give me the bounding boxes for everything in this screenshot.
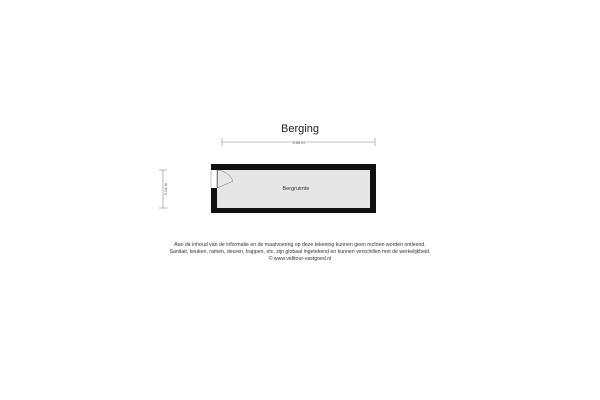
wall-top <box>211 164 376 170</box>
disclaimer-copyright: © www.viditour-vastgoed.nl <box>268 255 332 262</box>
room-label: Bergruimte <box>282 186 310 192</box>
depth-dimension-label: 2.04 m <box>163 182 168 196</box>
storage-room <box>211 164 376 213</box>
disclaimer <box>0 242 600 262</box>
disclaimer-line-1: Aan de inhoud van de informatie en de maatvoering op deze tekening kunnen geen rechten worden ontleend. <box>174 242 426 248</box>
wall-bottom <box>211 208 376 213</box>
width-dimension <box>222 138 375 146</box>
disclaimer-line-2: Sanitair, keuken, ramen, deuren, trappen, etc. zijn globaal ingetekend en kunnen verschillen met de werkelijkheid. <box>169 248 431 255</box>
wall-right <box>370 164 376 213</box>
depth-dimension <box>159 170 168 208</box>
width-dimension-label: 3.65 m <box>292 140 305 145</box>
plan-title: Berging <box>281 123 319 135</box>
wall-left-lower <box>211 188 217 213</box>
